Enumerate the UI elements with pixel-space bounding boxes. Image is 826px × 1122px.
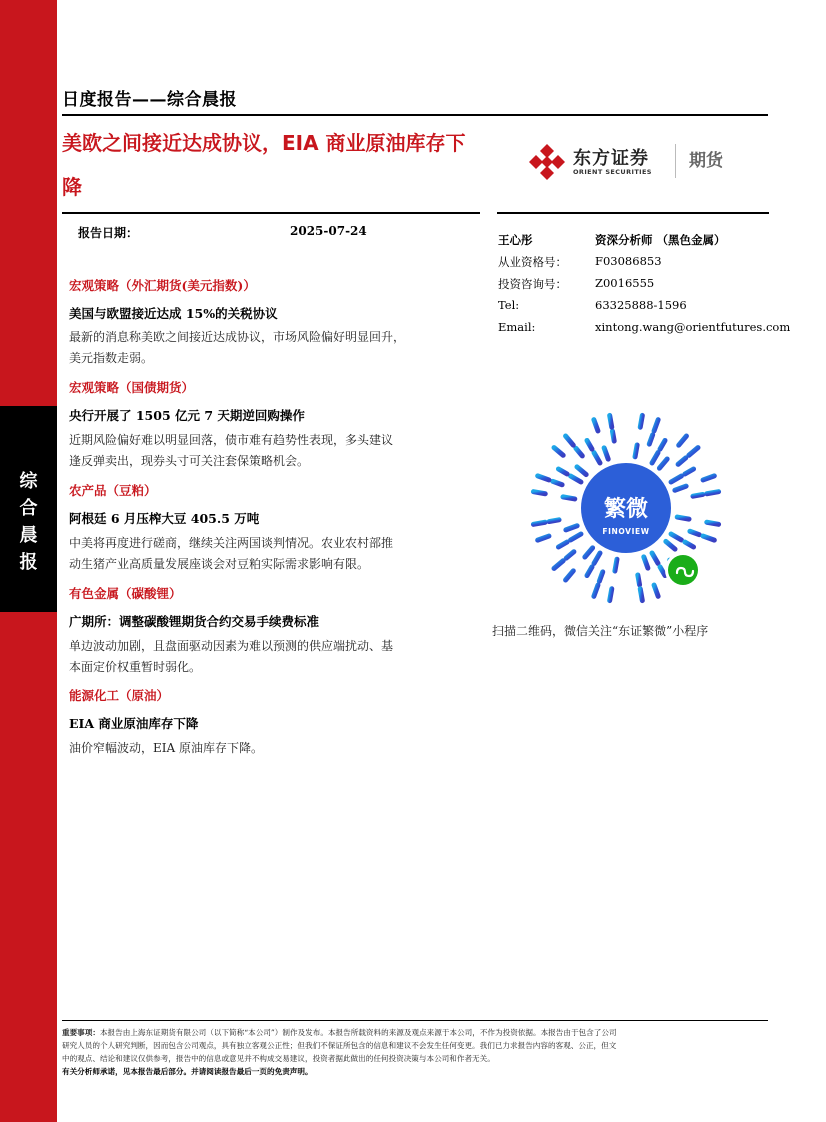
section-title: 能源化工（原油） <box>69 688 170 703</box>
section-title: 有色金属（碳酸锂） <box>69 586 182 601</box>
analyst-commitment-note: 有关分析师承诺，见本报告最后部分。并请阅读报告最后一页的免责声明。 <box>62 1067 313 1076</box>
disclaimer-line: 重要事项：本报告由上海东证期货有限公司（以下简称“本公司”）制作及发布。本报告所载资料的来源及观点来源于本公司，不作为投资依据。本报告由于包含了公司 <box>62 1028 617 1037</box>
side-tab-char: 报 <box>19 552 38 573</box>
analyst-email[interactable]: xintong.wang@orientfutures.com <box>595 320 791 334</box>
report-date-value: 2025-07-24 <box>290 224 367 238</box>
section-subtitle: 美国与欧盟接近达成 15%的关税协议 <box>69 306 278 321</box>
qr-code-icon <box>528 410 724 606</box>
section-body-line: 动生猪产业高质量发展座谈会对豆粕实际需求影响有限。 <box>69 557 370 571</box>
section-body <box>69 636 479 678</box>
logo-subbrand: 期货 <box>689 151 723 171</box>
report-date-label: 报告日期： <box>78 226 139 240</box>
side-tab-char: 晨 <box>19 525 38 546</box>
section-body-line: 最新的消息称美欧之间接近达成协议，市场风险偏好明显回升， <box>69 330 406 344</box>
section-body-line: 单边波动加剧，且盘面驱动因素为难以预测的供应端扰动、基 <box>69 639 394 653</box>
section-body-line: 油价窄幅波动，EIA 原油库存下降。 <box>69 741 263 755</box>
title-rule-right <box>497 212 769 214</box>
analyst-title: 资深分析师 （黑色金属） <box>595 233 726 247</box>
disclaimer-lead: 重要事项： <box>62 1028 100 1037</box>
qr-brand: FINOVIEW <box>602 527 650 536</box>
qr-caption: 扫描二维码，微信关注“东证繁微”小程序 <box>492 624 709 638</box>
qr-label: 繁微 <box>603 497 649 522</box>
mini-program-qr-code[interactable] <box>528 410 724 606</box>
footer-rule <box>62 1020 768 1021</box>
analyst-row-value: Z0016555 <box>595 276 655 290</box>
title-rule-left <box>62 212 480 214</box>
section-body-line: 本面定价权重暂时弱化。 <box>69 660 202 674</box>
orient-logo <box>527 140 767 184</box>
header-rule <box>62 114 768 116</box>
section-subtitle: EIA 商业原油库存下降 <box>69 716 199 731</box>
analyst-row-label: Tel: <box>498 298 520 312</box>
section-title: 农产品（豆粕） <box>69 483 157 498</box>
section-title: 宏观策略（国债期货） <box>69 380 195 395</box>
section-body-line: 近期风险偏好难以明显回落，债市难有趋势性表现，多头建议 <box>69 433 394 447</box>
wechat-mini-program-icon <box>668 555 698 585</box>
analyst-row-value: 63325888-1596 <box>595 298 687 312</box>
section-body <box>69 430 479 472</box>
logo-name-en: ORIENT SECURITIES <box>573 168 652 176</box>
section-body <box>69 533 479 575</box>
orient-logo-icon <box>527 142 567 182</box>
headline-line: 降 <box>62 175 82 199</box>
logo-divider <box>675 144 676 178</box>
side-tab-char: 合 <box>19 498 38 519</box>
headline <box>62 121 502 209</box>
section-subtitle: 阿根廷 6 月压榨大豆 405.5 万吨 <box>69 511 260 526</box>
section-title: 宏观策略（外汇期货(美元指数)） <box>69 278 256 293</box>
disclaimer-line: 中的观点、结论和建议仅供参考，报告中的信息或意见并不构成交易建议，投资者据此做出的任何投资决策与本公司和作者无关。 <box>62 1054 495 1063</box>
section-body-line: 逢反弹卖出，现券头寸可关注套保策略机会。 <box>69 454 310 468</box>
analyst-row-value: F03086853 <box>595 254 662 268</box>
disclaimer-line: 研究人员的个人研究判断，因而包含公司观点，具有独立客观公正性；但我们不保证所包含的信息和建议不会发生任何变更。我们已力求报告内容的客观、公正，但文 <box>62 1041 617 1050</box>
side-tab-label <box>0 468 57 576</box>
analyst-name: 王心彤 <box>498 233 533 247</box>
section-subtitle: 广期所：调整碳酸锂期货合约交易手续费标准 <box>69 614 320 629</box>
section-subtitle: 央行开展了 1505 亿元 7 天期逆回购操作 <box>69 408 305 423</box>
doc-type: 日度报告——综合晨报 <box>62 90 237 110</box>
disclaimer <box>62 1026 774 1065</box>
section-body-line: 美元指数走弱。 <box>69 351 154 365</box>
side-tab-char: 综 <box>19 471 38 492</box>
headline-line: 美欧之间接近达成协议，EIA 商业原油库存下 <box>62 131 466 155</box>
analyst-row-label: 从业资格号： <box>498 255 567 269</box>
section-body <box>69 738 479 759</box>
analyst-row-label: 投资咨询号： <box>498 277 567 291</box>
logo-name: 东方证券 <box>573 148 649 169</box>
section-body-line: 中美将再度进行磋商，继续关注两国谈判情况。农业农村部推 <box>69 536 394 550</box>
analyst-row-label: Email: <box>498 320 536 334</box>
section-body <box>69 327 479 369</box>
